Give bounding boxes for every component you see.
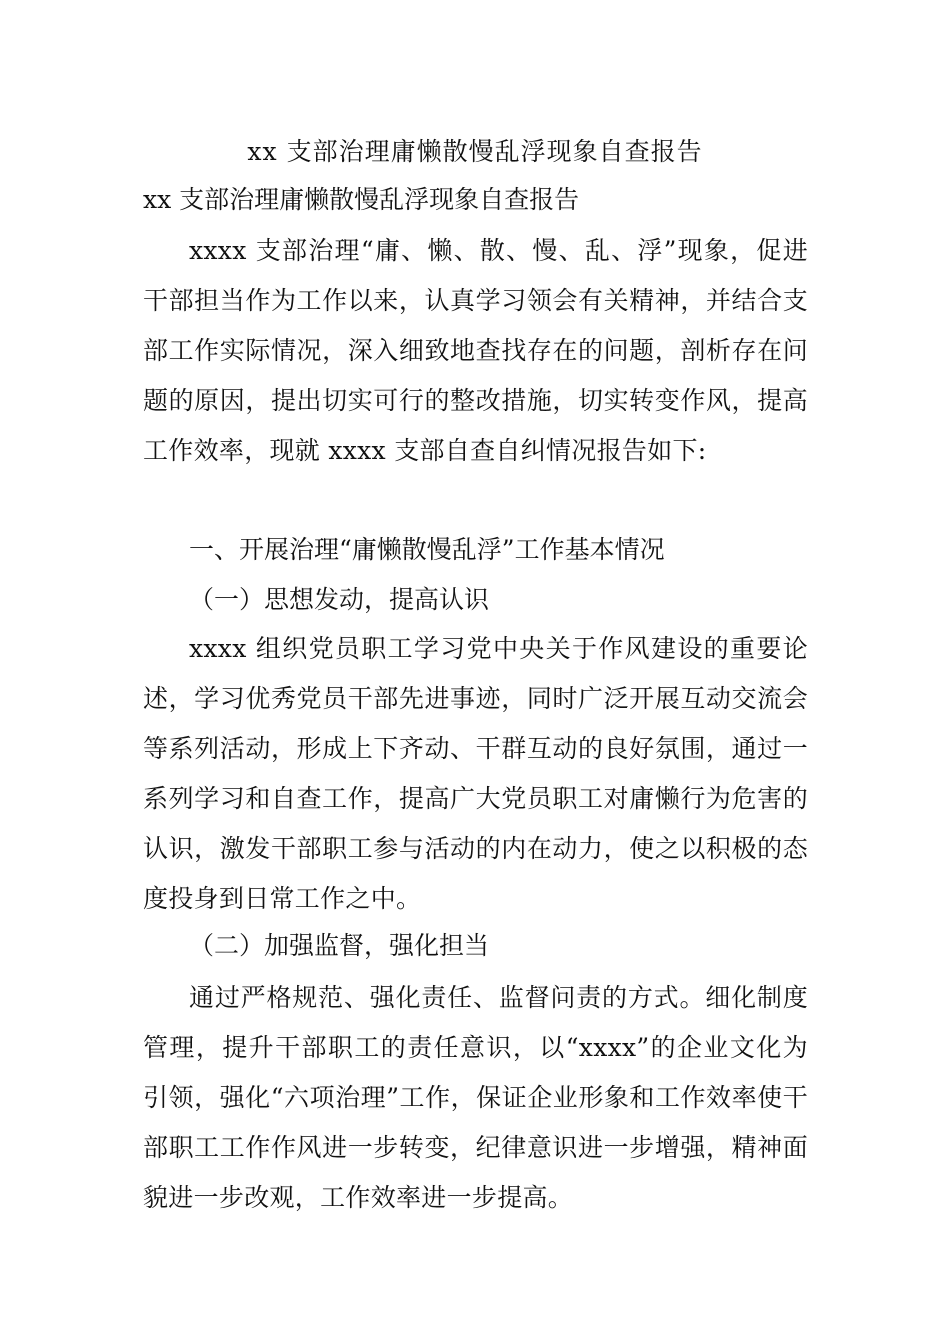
- section-1-part-2-heading: （二）加强监督，强化担当: [189, 931, 490, 960]
- section-1-part-1-paragraph: xxxx 组织党员职工学习党中央关于作风建设的重要论述，学习优秀党员干部先进事迹，同时广泛开展互动交流会等系列活动，形成上下齐动、干群互动的良好氛围，通过一系列学习和自查工作，提高广大党员职工对庸懒行为危害的认识，激发干部职工参与活动的内在动力，使之以积极的态度投身到日常工作之中。: [143, 634, 808, 913]
- section-1-part-2-paragraph: 通过严格规范、强化责任、监督问责的方式。细化制度管理，提升干部职工的责任意识，以“xxxx”的企业文化为引领，强化“六项治理”工作，保证企业形象和工作效率使干部职工工作作风进一步转变，纪律意识进一步增强，精神面貌进一步改观，工作效率进一步提高。: [143, 983, 808, 1212]
- document-subtitle: xx 支部治理庸懒散慢乱浮现象自查报告: [143, 185, 580, 214]
- section-1-heading: 一、开展治理“庸懒散慢乱浮”工作基本情况: [189, 535, 665, 564]
- intro-paragraph: xxxx 支部治理“庸、懒、散、慢、乱、浮”现象，促进干部担当作为工作以来，认真学习领会有关精神，并结合支部工作实际情况，深入细致地查找存在的问题，剖析存在问题的原因，提出切实可行的整改措施，切实转变作风，提高工作效率，现就 xxxx 支部自查自纠情况报告如下:: [143, 236, 808, 465]
- document-title: xx 支部治理庸懒散慢乱浮现象自查报告: [247, 137, 703, 166]
- section-1-part-1-heading: （一）思想发动，提高认识: [189, 585, 490, 614]
